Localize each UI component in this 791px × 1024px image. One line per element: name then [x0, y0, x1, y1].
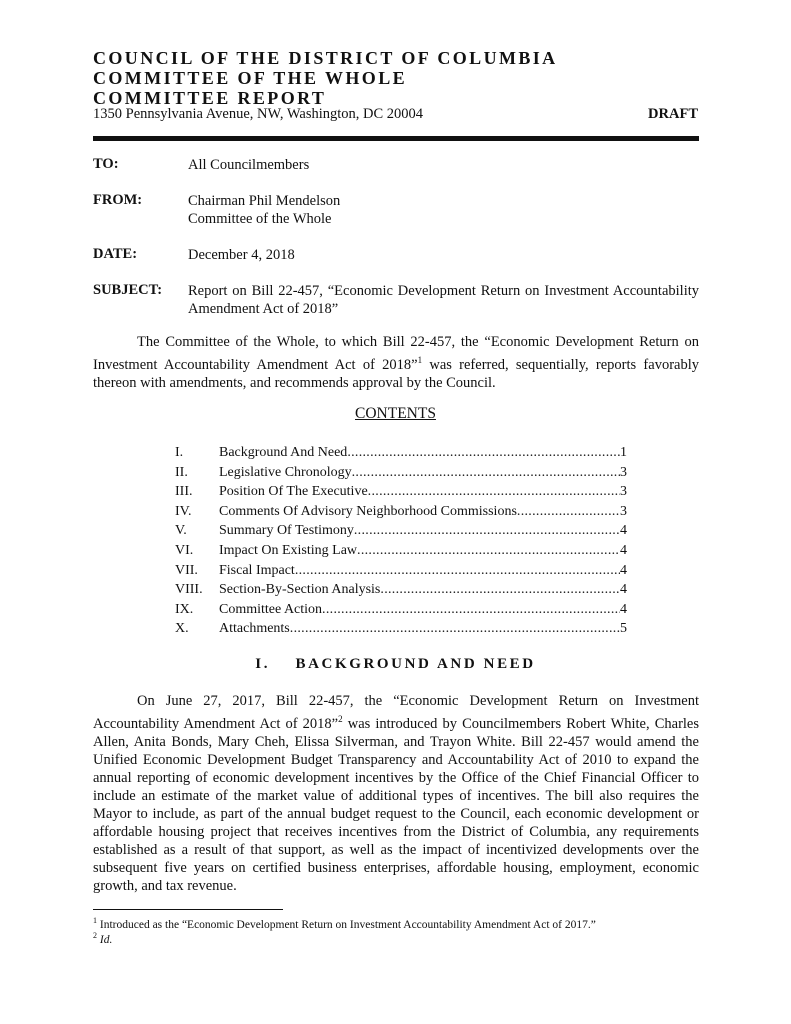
toc-leader: [322, 600, 620, 620]
footnote-text: Id.: [99, 933, 113, 946]
toc-number: VIII.: [175, 582, 203, 598]
toc-item: [175, 561, 627, 581]
footnote-1: [93, 916, 596, 931]
contents-heading: CONTENTS: [355, 405, 436, 422]
footnote-text: Introduced as the “Economic Development Return on Investment Accountability Amendment Act of 2017.”: [99, 918, 596, 931]
toc-leader: [368, 482, 620, 502]
toc-title: Fiscal Impact: [219, 562, 295, 578]
toc-item: [175, 502, 627, 522]
toc-title: Summary Of Testimony: [219, 523, 354, 539]
subject-value: Report on Bill 22-457, “Economic Development Return on Investment Accountability Amendment Act of 2018”: [188, 283, 699, 317]
council-name: COUNCIL OF THE DISTRICT OF COLUMBIA: [93, 48, 558, 68]
from-label: FROM:: [93, 192, 143, 208]
date-label: DATE:: [93, 246, 138, 262]
header-divider: [93, 136, 699, 141]
footnote-ref-2: 2: [338, 714, 343, 724]
toc-number: VI.: [175, 542, 194, 558]
report-type: COMMITTEE REPORT: [93, 88, 327, 108]
toc-page: 5: [620, 621, 627, 637]
section-heading: I. BACKGROUND AND NEED: [255, 656, 536, 672]
toc-title: Committee Action: [219, 601, 323, 617]
toc-title: Comments Of Advisory Neighborhood Commissions: [219, 503, 517, 519]
toc-item: [175, 541, 627, 561]
footnote-number: 2: [93, 931, 97, 940]
footnote-2: [93, 931, 112, 946]
toc-page: 4: [620, 582, 627, 598]
toc-page: 3: [620, 503, 627, 519]
toc-leader: [290, 619, 620, 639]
table-of-contents: [175, 443, 627, 639]
toc-number: I.: [175, 445, 184, 460]
date-value: December 4, 2018: [188, 247, 295, 263]
toc-title: Impact On Existing Law: [219, 542, 358, 558]
draft-label: DRAFT: [648, 106, 698, 122]
toc-item: [175, 463, 627, 483]
toc-page: 3: [620, 484, 627, 500]
toc-leader: [517, 502, 620, 522]
background-paragraph: [93, 692, 699, 895]
intro-text-1: The Committee of the Whole, to which Bill 22-457, the “Economic Development Return on Investment Accountability Amendment Act of 2018”: [93, 334, 699, 373]
footnote-ref-1: 1: [417, 355, 423, 365]
toc-number: V.: [175, 523, 187, 539]
background-text-1: On June 27, 2017, Bill 22-457, the “Economic Development Return on Investment Accountability Amendment Act of 2018”: [93, 693, 699, 732]
toc-title: Attachments: [219, 621, 290, 637]
toc-title: Background And Need: [219, 445, 348, 460]
toc-title: Section-By-Section Analysis: [219, 582, 381, 598]
background-text-2: was introduced by Councilmembers Robert White, Charles Allen, Anita Bonds, Mary Cheh, Elissa Silverman, and Trayon White. Bill 22-457 would amend the Unified Economic Development Budget Transparency and Accountability Act of 2010 to expand the annual reporting of economic development incentives by the Office of the Chief Financial Officer to include an estimate of the market value of additional types of incentives. The bill also requires the Mayor to include, as part of the annual budget request to the Council, each economic development or affordable housing project that receives incentives from the District of Columbia, any requirements established as a result of that support, as well as the impact of incentivized developments over the subsequent five years on certified business enterprises, affordable housing, employment, economic growth, and tax revenue.: [93, 715, 700, 894]
toc-item: [175, 619, 627, 639]
toc-page: 4: [620, 523, 627, 539]
council-address: 1350 Pennsylvania Avenue, NW, Washington, DC 20004: [93, 106, 424, 122]
intro-text-2: was referred, sequentially, reports favorably thereon with amendments, and recommends approval by the Council.: [93, 356, 699, 391]
from-name: Chairman Phil Mendelson: [188, 193, 341, 209]
toc-item: [175, 482, 627, 502]
toc-page: 4: [620, 601, 627, 617]
intro-paragraph: [93, 333, 699, 392]
footnote-divider: [93, 909, 283, 910]
toc-page: 1: [620, 445, 627, 460]
footnote-number: 1: [93, 916, 97, 925]
toc-title: Legislative Chronology: [219, 464, 352, 480]
toc-leader: [354, 521, 620, 541]
toc-item: [175, 521, 627, 541]
toc-number: X.: [175, 621, 189, 637]
toc-number: IV.: [175, 503, 192, 519]
toc-number: IX.: [175, 601, 194, 617]
toc-item: [175, 443, 627, 463]
toc-page: 3: [620, 464, 627, 480]
subject-label: SUBJECT:: [93, 282, 163, 298]
toc-page: 4: [620, 542, 627, 558]
toc-leader: [357, 541, 620, 561]
committee-name: COMMITTEE OF THE WHOLE: [93, 68, 408, 88]
toc-leader: [380, 580, 620, 600]
toc-title: Position Of The Executive: [219, 484, 368, 500]
toc-number: III.: [175, 484, 193, 500]
toc-number: II.: [175, 464, 188, 480]
to-label: TO:: [93, 156, 119, 172]
toc-number: VII.: [175, 562, 198, 578]
to-value: All Councilmembers: [188, 157, 310, 173]
toc-leader: [295, 561, 620, 581]
toc-page: 4: [620, 562, 627, 578]
toc-item: [175, 600, 627, 620]
toc-item: [175, 580, 627, 600]
from-committee: Committee of the Whole: [188, 211, 332, 227]
toc-leader: [347, 443, 620, 463]
toc-leader: [352, 463, 620, 483]
